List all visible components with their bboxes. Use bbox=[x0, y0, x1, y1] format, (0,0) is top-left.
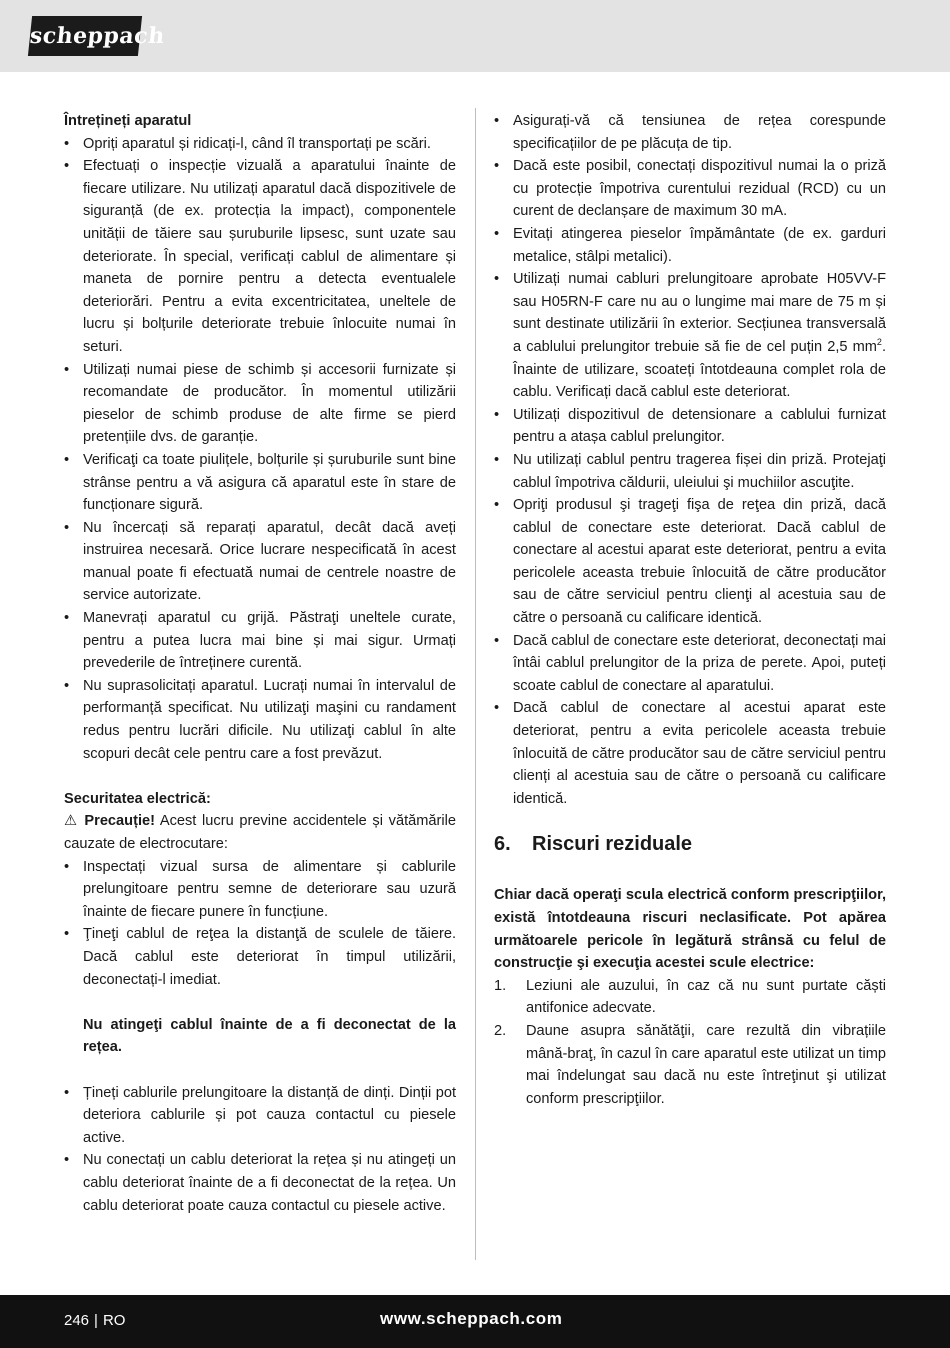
list-item bbox=[494, 1020, 886, 1110]
list-item: • Manevrați aparatul cu grijă. Păstraţi uneltele curate, pentru a putea lucra mai bine și mai sigur. Urmați prevederile de întreținere curentă. bbox=[64, 607, 456, 675]
section-intro: Chiar dacă operaţi scula electrică conform prescripţiilor, există întotdeauna riscuri neclasificate. Pot apărea următoarele pericole în legătură strânsă cu felul de construcţie şi execuţia acestei scule electrice: bbox=[494, 887, 886, 972]
superscript-two: 2 bbox=[876, 337, 882, 348]
page-number: 246 bbox=[64, 1312, 90, 1329]
scheppach-logo: scheppach bbox=[28, 16, 142, 56]
item-text: Daune asupra sănătăţii, care rezultă din vibrațiile mână-braţ, în cazul în care aparatul este utilizat un timp mai îndelungat sau dacă nu este întreţinut şi utilizat conform prescripţiilor. bbox=[526, 1022, 886, 1107]
section-title bbox=[494, 830, 886, 858]
caution-text: Acest lucru previne accidentele și vătămările cauzate de electrocutare: bbox=[64, 813, 456, 852]
risk-list bbox=[494, 975, 886, 1111]
item-text: Leziuni ale auzului, în caz că nu sunt purtate căști antifonice adecvate. bbox=[526, 977, 886, 1017]
column-divider bbox=[475, 108, 476, 1260]
maintain-list bbox=[64, 133, 456, 766]
caution-label: Precauție! bbox=[84, 813, 155, 830]
spacer bbox=[494, 858, 886, 884]
page-info bbox=[64, 1310, 125, 1332]
maintain-heading: Întrețineți aparatul bbox=[64, 113, 192, 129]
website-link[interactable]: www.scheppach.com bbox=[380, 1309, 563, 1328]
section-number: 6. bbox=[494, 833, 511, 856]
list-item: • Dacă cablul de conectare este deteriorat, deconectați mai întâi cablul prelungitor de la priza de perete. Apoi, puteți scoate cablul de conectare al aparatului. bbox=[494, 630, 886, 698]
list-item: • Utilizați numai piese de schimb și accesorii furnizate și recomandate de producător. În momentul utilizării pieselor de schimb produse de alte firme se pierd pretențiile dvs. de garanție. bbox=[64, 359, 456, 449]
electrical-list bbox=[64, 856, 456, 992]
bold-note: Nu atingeţi cablul înainte de a fi deconectat de la rețea. bbox=[83, 1016, 456, 1056]
list-item bbox=[494, 268, 886, 404]
caution-paragraph bbox=[64, 810, 456, 855]
warning-icon: ⚠ bbox=[64, 813, 79, 830]
power-list bbox=[494, 110, 886, 810]
list-item: • Opriţi produsul şi trageţi fişa de reţea din priză, dacă cablul de conectare este deteriorat. Dacă cablul de conectare al acestui aparat este deteriorat, pentru a evita pericolele aceasta trebuie înlocuită de către producător sau de către serviciul pentru clienţi al acestuia sau de către o persoană cu calificare identică. bbox=[494, 494, 886, 630]
list-item: • Țineți cablurile prelungitoare la distanță de dinți. Dinții pot deteriora cablurile și pot cauza contactul cu piesele active. bbox=[64, 1082, 456, 1150]
list-item: • Evitați atingerea pieselor împământate (de ex. garduri metalice, stâlpi metalici). bbox=[494, 223, 886, 268]
list-item: • Opriți aparatul și ridicați-l, când îl transportați pe scări. bbox=[64, 133, 456, 156]
spacer bbox=[64, 765, 456, 788]
spacer bbox=[64, 1059, 456, 1082]
electrical-safety-heading: Securitatea electrică: bbox=[64, 790, 211, 807]
list-item: • Asigurați-vă că tensiunea de rețea corespunde specificațiilor de pe plăcuța de tip. bbox=[494, 110, 886, 155]
list-item: • Verificaţi ca toate piulițele, bolțurile și șuruburile sunt bine strânse pentru a vă asigura că aparatul este în stare de funcționare sigură. bbox=[64, 449, 456, 517]
language-code: RO bbox=[102, 1312, 126, 1329]
list-item: • Nu încercați să reparați aparatul, decât dacă aveți instruirea necesară. Orice lucrare nespecificată în acest manual poate fi efectuată numai de centrele noastre de service autorizate. bbox=[64, 517, 456, 607]
left-column bbox=[64, 110, 456, 1217]
page-header bbox=[0, 0, 950, 72]
list-item: • Nu conectați un cablu deteriorat la rețea și nu atingeți un cablu deteriorat înainte de a fi deconectat de la rețea. Un cablu deteriorat poate cauza contactul cu piesele active. bbox=[64, 1149, 456, 1217]
list-item: • Nu suprasolicitați aparatul. Lucrați numai în intervalul de performanță specificat. Nu utilizaţi maşini cu randament redus pentru lucrări dificile. Nu utilizaţi cablul în alte scopuri decât cele pentru care a fost prevăzut. bbox=[64, 675, 456, 765]
list-item: • Nu utilizați cablul pentru tragerea fișei din priză. Protejaţi cablul împotriva căldurii, uleiului şi muchiilor ascuţite. bbox=[494, 449, 886, 494]
right-column bbox=[494, 110, 886, 1110]
cable-list bbox=[64, 1082, 456, 1218]
list-item: • Dacă este posibil, conectați dispozitivul numai la o priză cu protecție împotriva curentului rezidual (RCD) cu un curent de declanșare de maximum 30 mA. bbox=[494, 155, 886, 223]
list-item bbox=[494, 975, 886, 1020]
list-item: • Dacă cablul de conectare al acestui aparat este deteriorat, pentru a evita pericolele aceasta trebuie înlocuită de către producător sau de către serviciul pentru clienți al acestuia sau de către o persoană cu calificare identică. bbox=[494, 697, 886, 810]
page-footer bbox=[0, 1295, 950, 1348]
item-number: 1. bbox=[494, 977, 507, 994]
spacer bbox=[494, 810, 886, 830]
list-item: • Efectuați o inspecție vizuală a aparatului înainte de fiecare utilizare. Nu utilizați aparatul dacă dispozitivele de siguranță (de ex. protecția la impact), componentele unității de tăiere sau șuruburile lipsesc, sunt uzate sau deteriorate. În special, verificați cablul de alimentare și maneta de pornire pentru a detecta eventualele deteriorări. Pentru a evita excentricitatea, uneltele de lucru și bolțurile deteriorate trebuie înlocuite numai în seturi. bbox=[64, 155, 456, 358]
list-item: • Utilizați dispozitivul de detensionare a cablului furnizat pentru a atașa cablul prelungitor. bbox=[494, 404, 886, 449]
extension-text-after: . Înainte de utilizare, scoateți întotdeauna complet rola de cablu. Verificați dacă cablul este deteriorat. bbox=[513, 338, 886, 401]
section-title-text: Riscuri reziduale bbox=[532, 833, 693, 856]
item-number: 2. bbox=[494, 1022, 507, 1039]
separator: | bbox=[94, 1312, 98, 1329]
spacer bbox=[64, 991, 456, 1014]
extension-text-before: Utilizați numai cabluri prelungitoare aprobate H05VV-F sau H05RN-F care nu au o lungime mai mare de 75 m și sunt destinate utilizării în exterior. Secțiunea transversală a cablului prelungitor trebuie să fie de cel puțin 2,5 mm bbox=[513, 271, 886, 355]
list-item: • Ţineţi cablul de reţea la distanţă de sculele de tăiere. Dacă cablul este deteriorat în timpul utilizării, deconectați-l imediat. bbox=[64, 923, 456, 991]
list-item: • Inspectați vizual sursa de alimentare și cablurile prelungitoare pentru semne de deteriorare sau uzură înainte de fiecare punere în funcțiune. bbox=[64, 856, 456, 924]
